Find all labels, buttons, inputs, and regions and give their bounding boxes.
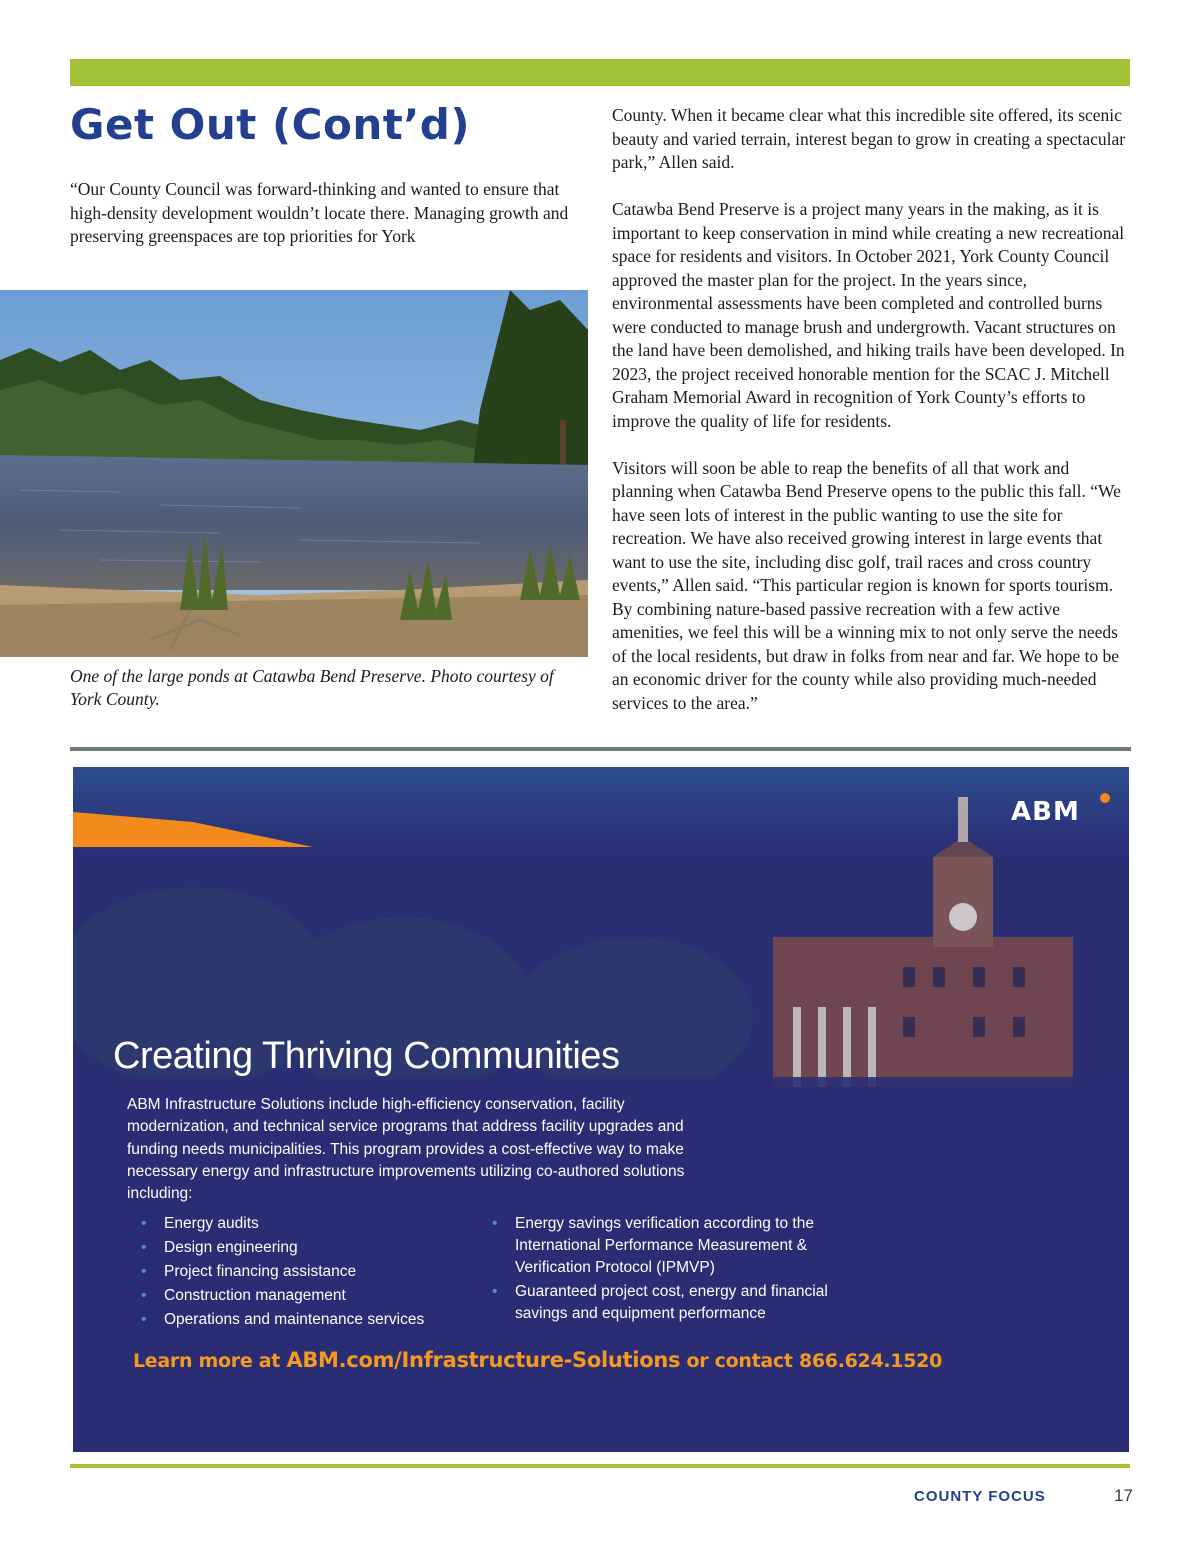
list-item [127,1285,467,1307]
list-item [478,1281,838,1325]
bullet-icon: • [141,1311,147,1328]
bottom-accent-bar [70,1464,1130,1468]
ad-description: ABM Infrastructure Solutions include high-efficiency conservation, facility modernization, and technical service programs that address facility upgrades and funding needs municipalities. This program provides a cost-effective way to make necessary energy and infrastructure improvements utilizing co-authored solutions including: [127,1096,685,1203]
list-item-label: Guaranteed project cost, energy and financial savings and equipment performance [515,1283,828,1322]
cta-link[interactable]: ABM.com/Infrastructure-Solutions [286,1348,681,1372]
publication-name: COUNTY FOCUS [914,1488,1046,1505]
article-intro: “Our County Council was forward-thinking and wanted to ensure that high-density development wouldn’t locate there. Managing growth and preserving greenspaces are top priorities for York [70,179,569,246]
list-item [478,1213,838,1279]
pond-photo [0,290,588,657]
image-caption: One of the large ponds at Catawba Bend Preserve. Photo courtesy of York County. [70,666,554,709]
list-item [127,1261,467,1283]
article-paragraph: Catawba Bend Preserve is a project many years in the making, as it is important to keep conservation in mind while creating a new recreational space for residents and visitors. In October 2021, York County Council approved the master plan for the project. In the years since, environmental assessments have been completed and controlled burns were conducted to manage brush and undergrowth. Vacant structures on the land have been demolished, and hiking trails have been developed. In 2023, the project received honorable mention for the SCAC J. Mitchell Graham Memorial Award in recognition of York County’s efforts to improve the quality of life for residents. [612,199,1125,431]
abm-advertisement[interactable] [73,767,1129,1452]
call-to-action [133,1348,942,1372]
article-paragraph: Visitors will soon be able to reap the benefits of all that work and planning when Catawba Bend Preserve opens to the public this fall. “We have seen lots of interest in the public wanting to use the site for recreation. We have also received growing interest in large events that want to use the site, including disc golf, trail races and cross country events,” Allen said. “This particular region is known for sports tourism. By combining nature-based passive recreation with a few active amenities, we feel this will be a winning mix to not only serve the needs of the local residents, but draw in folks from near and far. We hope to be an economic driver for the county while also providing much-needed services to the area.” [612,457,1121,713]
list-item-label: Construction management [164,1287,346,1304]
bullet-icon: • [141,1287,147,1304]
article-right-column [612,104,1132,739]
bullet-icon: • [492,1283,498,1300]
list-item-label: Operations and maintenance services [164,1311,425,1328]
list-item-label: Project financing assistance [164,1263,357,1280]
bullet-icon: • [141,1263,147,1280]
services-list-right [478,1213,838,1327]
bullet-icon: • [492,1215,498,1232]
cta-prefix: Learn more at [133,1350,287,1372]
ad-headline: Creating Thriving Communities [113,1035,620,1077]
article-paragraph: County. When it became clear what this incredible site offered, its scenic beauty and varied terrain, interest began to grow in creating a spectacular park,” Allen said. [612,105,1126,172]
list-item [127,1213,467,1235]
page-title: Get Out (Cont’d) [70,100,471,149]
services-list-left [127,1213,467,1333]
list-item [127,1237,467,1259]
list-item-label: Energy savings verification according to the International Performance Measurement & Verification Protocol (IPMVP) [515,1215,814,1276]
bullet-icon: • [141,1239,147,1256]
cta-suffix: or contact 866.624.1520 [680,1350,942,1372]
abm-logo: ABM [1011,797,1080,827]
page-number: 17 [1114,1486,1133,1505]
list-item [127,1309,467,1331]
list-item-label: Energy audits [164,1215,259,1232]
section-divider [70,747,1131,751]
bullet-icon: • [141,1215,147,1232]
list-item-label: Design engineering [164,1239,298,1256]
logo-dot-icon [1100,793,1110,803]
top-accent-bar [70,59,1130,86]
